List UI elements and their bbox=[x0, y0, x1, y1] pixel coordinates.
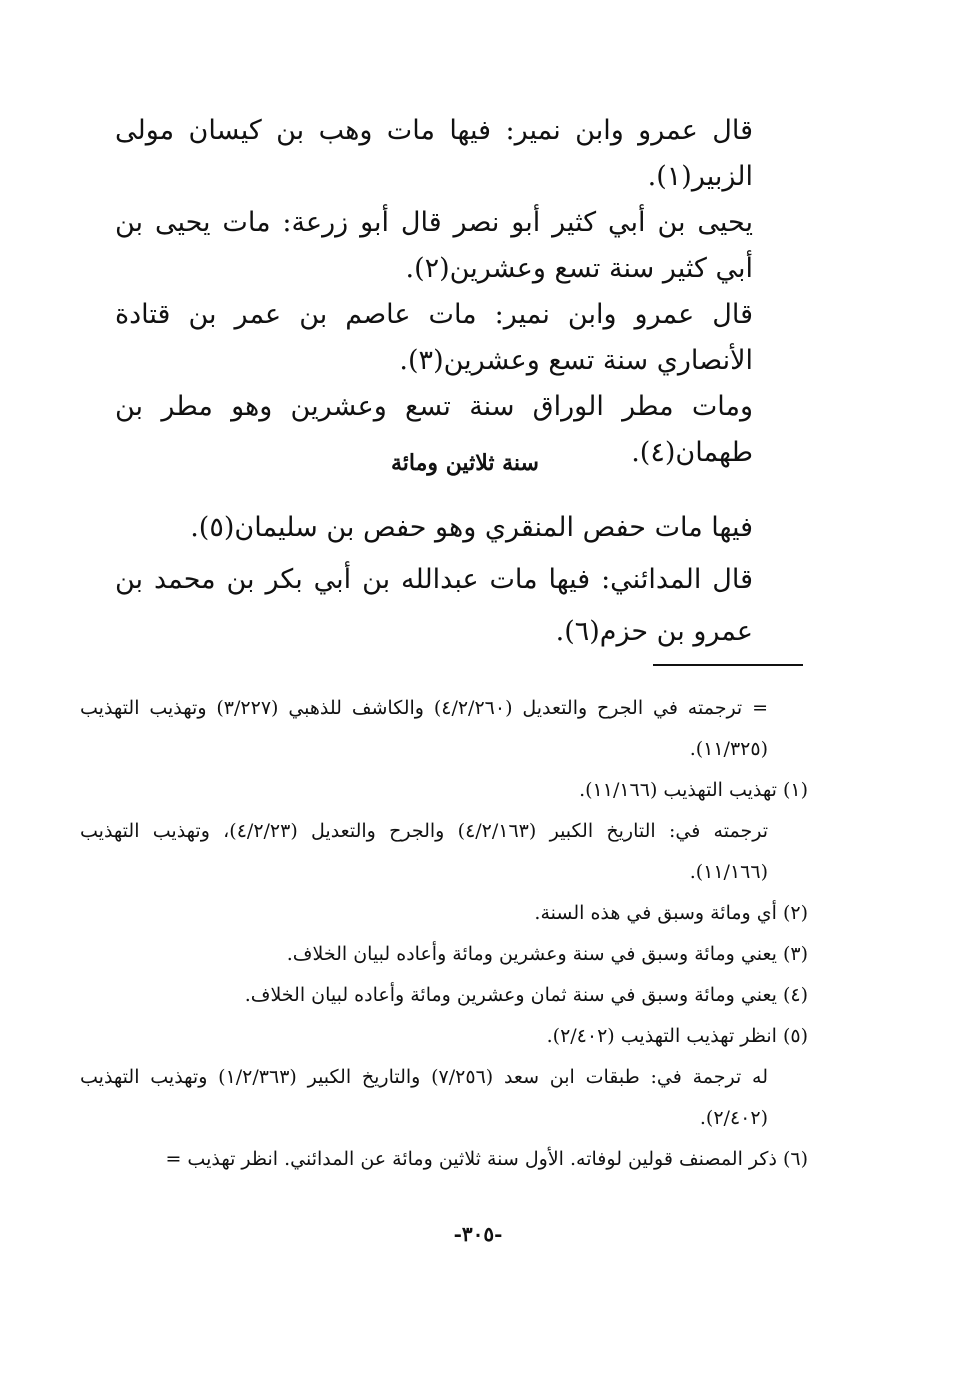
section-text bbox=[115, 502, 815, 658]
main-text bbox=[115, 108, 815, 476]
main-paragraph-4: ومات مطر الوراق سنة تسع وعشرين وهو مطر بن طهمان(٤). bbox=[115, 391, 753, 468]
main-paragraph-2: يحيى بن أبي كثير أبو نصر قال أبو زرعة: مات يحيى بن أبي كثير سنة تسع وعشرين(٢). bbox=[115, 207, 753, 284]
section-paragraph-2: قال المدائني: فيها مات عبدالله بن أبي بكر بن محمد بن عمرو بن حزم(٦). bbox=[115, 564, 753, 647]
footnote-separator bbox=[653, 664, 803, 666]
footnote-4: (٤) يعني ومائة وسبق في سنة ثمان وعشرين ومائة وأعاده لبيان الخلاف. bbox=[244, 984, 808, 1006]
footnote-6: (٦) ذكر المصنف قولين لوفاته. الأول سنة ثلاثين ومائة عن المدائني. انظر تهذيب = bbox=[165, 1148, 808, 1170]
footnote-1: (١) تهذيب التهذيب (١١/١٦٦). bbox=[579, 779, 808, 801]
footnote-continuation: = ترجمته في الجرح والتعديل (٤/٢/٢٦٠) والكاشف للذهبي (٣/٢٢٧) وتهذيب التهذيب (١١/٣٢٥). bbox=[80, 697, 769, 760]
page-number: -٣٠٥- bbox=[453, 1222, 503, 1246]
footnote-2: (٢) أي ومائة وسبق في هذه السنة. bbox=[534, 902, 808, 924]
footnote-1-detail: ترجمته في: التاريخ الكبير (٤/٢/١٦٣) والجرح والتعديل (٤/٢/٢٣)، وتهذيب التهذيب (١١/١٦٦). bbox=[80, 820, 768, 883]
section-paragraph-1: فيها مات حفص المنقري وهو حفص بن سليمان(٥). bbox=[190, 512, 753, 543]
main-paragraph-3: قال عمرو وابن نمير: مات عاصم بن عمر بن قتادة الأنصاري سنة تسع وعشرين(٣). bbox=[115, 299, 753, 376]
footnotes bbox=[80, 688, 808, 1180]
main-paragraph-1: قال عمرو وابن نمير: فيها مات وهب بن كيسان مولى الزبير(١). bbox=[115, 115, 753, 192]
footnote-5: (٥) انظر تهذيب التهذيب (٢/٤٠٢). bbox=[546, 1025, 808, 1047]
footnote-3: (٣) يعني ومائة وسبق في سنة وعشرين ومائة وأعاده لبيان الخلاف. bbox=[286, 943, 808, 965]
section-heading: سنة ثلاثين ومائة bbox=[391, 450, 539, 476]
footnote-5-detail: له ترجمة في: طبقات ابن سعد (٧/٢٥٦) والتاريخ الكبير (١/٢/٣٦٣) وتهذيب التهذيب (٢/٤٠٢). bbox=[80, 1066, 769, 1129]
